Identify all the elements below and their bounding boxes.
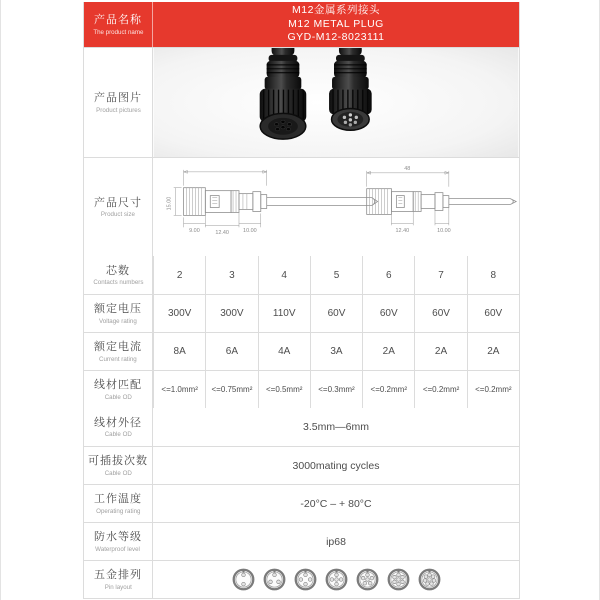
cable-match-value-1: <=1.0mm² (153, 371, 205, 408)
contacts-numbers-value-3: 4 (258, 256, 310, 294)
dim-right-total: 48 (404, 165, 411, 172)
cable-match-label-zh: 线材匹配 (94, 379, 142, 392)
pin-layout-label-zh: 五金排列 (94, 569, 142, 582)
pictures-label-en: Product pictures (95, 106, 141, 114)
contacts-numbers-label-zh: 芯数 (106, 264, 130, 277)
pin-layout-3pin-icon (263, 568, 286, 591)
pin-layout-5pin-icon (325, 568, 348, 591)
dimension-drawing-image (153, 158, 519, 256)
contacts-numbers-value-6: 7 (414, 256, 466, 294)
current-rating-label-zh: 额定电流 (94, 341, 142, 354)
dimension-drawing (153, 158, 519, 256)
dim-right-d2: 10.00 (437, 228, 451, 235)
dim-right-d1: 12.40 (395, 228, 410, 235)
voltage-rating-value-5: 60V (362, 295, 414, 332)
mating-cycles-row (84, 446, 519, 484)
product-title-block (153, 2, 519, 47)
cable-match-value-3: <=0.5mm² (258, 371, 310, 408)
cable-match-value-4: <=0.3mm² (310, 371, 362, 408)
dim-left-d3: 10.00 (243, 228, 257, 235)
contacts-numbers-label-cell (84, 256, 153, 294)
cable-match-value-5: <=0.2mm² (362, 371, 414, 408)
product-photo (153, 48, 519, 157)
contacts-numbers-row (84, 256, 519, 294)
female-connector-drawing (167, 170, 378, 236)
mating-cycles-label-en: Cable OD (104, 469, 132, 477)
waterproof-level-label-zh: 防水等级 (94, 531, 142, 544)
operating-temp-label-zh: 工作温度 (94, 493, 142, 506)
cable-od-value: 3.5mm—6mm (303, 421, 369, 433)
cable-match-value-7: <=0.2mm² (467, 371, 519, 408)
voltage-rating-value-1: 300V (153, 295, 205, 332)
waterproof-level-label-cell (84, 523, 153, 560)
operating-temp-label-en: Operating rating (95, 507, 141, 515)
size-label-en: Product size (101, 211, 135, 218)
pin-layout-4pin-icon (294, 568, 317, 591)
voltage-rating-value-4: 60V (310, 295, 362, 332)
current-rating-value-3: 4A (258, 333, 310, 370)
current-rating-value-7: 2A (467, 333, 519, 370)
current-rating-row (84, 332, 519, 370)
voltage-rating-value-6: 60V (414, 295, 466, 332)
voltage-rating-row (84, 294, 519, 332)
contacts-numbers-value-1: 2 (153, 256, 205, 294)
current-rating-label-en: Current rating (99, 355, 137, 363)
header-label-en: The product name (92, 28, 144, 36)
cable-match-label-cell (84, 371, 153, 408)
pin-layout-row (84, 560, 519, 598)
voltage-rating-value-7: 60V (467, 295, 519, 332)
pin-layout-label-en: Pin layout (104, 583, 132, 591)
voltage-rating-value-2: 300V (205, 295, 257, 332)
cable-od-label-zh: 线材外径 (94, 416, 142, 429)
dim-left-height: 15.00 (166, 196, 173, 211)
voltage-rating-label-zh: 额定电压 (94, 303, 142, 316)
cable-match-row (84, 370, 519, 408)
product-size-row (84, 157, 519, 256)
connectors-photo-image (153, 48, 519, 157)
pin-layout-6pin-icon (356, 568, 379, 591)
voltage-rating-label-en: Voltage rating (99, 317, 137, 325)
pin-layout-label-cell (84, 561, 153, 598)
contacts-numbers-value-5: 6 (362, 256, 414, 294)
cable-od-label-en: Cable OD (104, 431, 132, 438)
contacts-numbers-label-en: Contacts numbers (92, 279, 144, 286)
product-pictures-row (84, 47, 519, 157)
operating-temp-row (84, 484, 519, 522)
product-title-en: M12 METAL PLUG (288, 17, 384, 30)
header-label-zh: 产品名称 (94, 14, 142, 27)
cable-match-value-6: <=0.2mm² (414, 371, 466, 408)
operating-temp-label-cell (84, 485, 153, 522)
waterproof-level-label-en: Waterproof level (95, 545, 141, 553)
cable-match-value-2: <=0.75mm² (205, 371, 257, 408)
mating-cycles-value: 3000mating cycles (292, 459, 380, 472)
cable-od-label-cell (84, 408, 153, 446)
contacts-numbers-value-4: 5 (310, 256, 362, 294)
pin-layout-icons (153, 561, 519, 598)
product-model-code: GYD-M12-8023111 (287, 31, 385, 44)
current-rating-value-6: 2A (414, 333, 466, 370)
product-title-cn: M12金属系列接头 (292, 4, 380, 17)
page-edge-left (0, 0, 1, 600)
size-label-zh: 产品尺寸 (94, 196, 142, 209)
current-rating-value-2: 6A (205, 333, 257, 370)
pin-layout-8pin-icon (418, 568, 441, 591)
pin-layout-7pin-icon (387, 568, 410, 591)
mating-cycles-label-zh: 可插拔次数 (88, 455, 148, 468)
voltage-rating-label-cell (84, 295, 153, 332)
waterproof-level-row (84, 522, 519, 560)
current-rating-value-5: 2A (362, 333, 414, 370)
operating-temp-value: -20°C – + 80°C (300, 497, 372, 510)
spec-sheet (83, 2, 520, 599)
contacts-numbers-value-7: 8 (467, 256, 519, 294)
dim-left-d2: 12.40 (215, 230, 229, 237)
contacts-numbers-value-2: 3 (205, 256, 257, 294)
mating-cycles-label-cell (84, 447, 153, 484)
size-label-cell (84, 158, 153, 256)
header-label-cell (84, 2, 153, 47)
pictures-label-zh: 产品图片 (94, 92, 142, 105)
current-rating-value-1: 8A (153, 333, 205, 370)
cable-od-row (84, 408, 519, 446)
current-rating-value-4: 3A (310, 333, 362, 370)
voltage-rating-value-3: 110V (258, 295, 310, 332)
header-row (84, 2, 519, 47)
waterproof-level-value: ip68 (326, 535, 346, 548)
pictures-label-cell (84, 48, 153, 157)
male-connector-drawing (367, 166, 516, 234)
dim-left-d1: 9.00 (189, 228, 200, 235)
current-rating-label-cell (84, 333, 153, 370)
pin-layout-2pin-icon (232, 568, 255, 591)
cable-match-label-en: Cable OD (104, 393, 132, 401)
